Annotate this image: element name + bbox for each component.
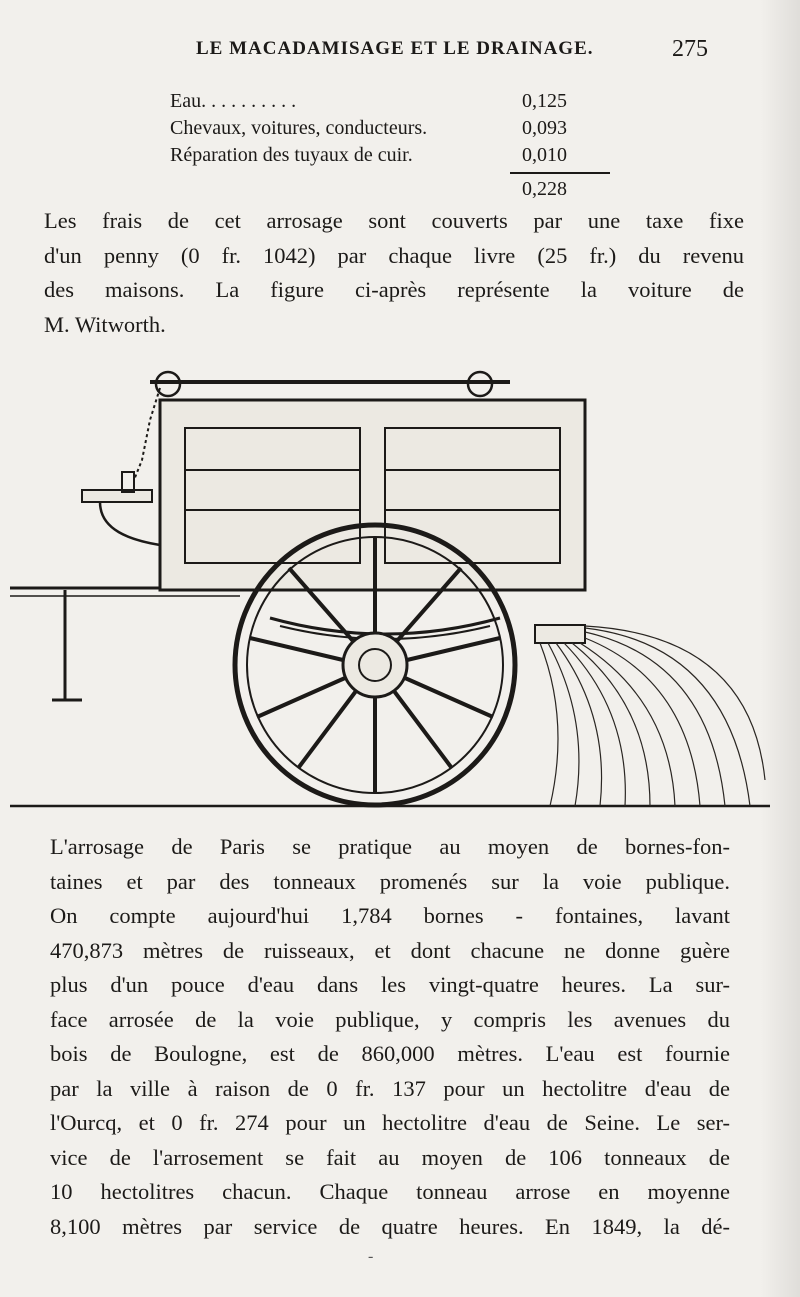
cost-value: 0,010 xyxy=(522,144,567,166)
sprinkler-bar xyxy=(535,625,585,643)
page-header xyxy=(0,38,800,68)
cost-label: Chevaux, voitures, conducteurs. xyxy=(170,117,428,139)
text-line: Les frais de cet arrosage sont couverts par une taxe fixe xyxy=(44,208,744,233)
text-line: 470,873 mètres de ruisseaux, et dont chacune ne donne guère xyxy=(50,937,730,963)
cost-value: 0,125 xyxy=(522,90,567,112)
text-line: par la ville à raison de 0 fr. 137 pour un hectolitre d'eau de xyxy=(50,1075,730,1101)
cost-label: Eau. . . . . . . . . . xyxy=(170,90,297,112)
running-title: LE MACADAMISAGE ET LE DRAINAGE. xyxy=(196,38,594,59)
footer-mark: - xyxy=(368,1248,374,1265)
text-line: On compte aujourd'hui 1,784 bornes - fontaines, lavant xyxy=(50,903,730,928)
cost-row xyxy=(170,144,590,171)
text-line: l'Ourcq, et 0 fr. 274 pour un hectolitre d'eau de Seine. Le ser- xyxy=(50,1110,730,1135)
text-line: bois de Boulogne, est de 860,000 mètres. L'eau est fournie xyxy=(50,1041,730,1066)
paragraph-arrosage-paris xyxy=(50,830,730,1244)
total-rule xyxy=(510,172,610,174)
text-line: 8,100 mètres par service de quatre heures. En 1849, la dé- xyxy=(50,1213,730,1239)
text-line: face arrosée de la voie publique, y compris les avenues du xyxy=(50,1006,730,1032)
text-line: L'arrosage de Paris se pratique au moyen de bornes-fon- xyxy=(50,834,730,859)
cost-label: Réparation des tuyaux de cuir. xyxy=(170,144,413,166)
text-line: d'un penny (0 fr. 1042) par chaque livre (25 fr.) du revenu xyxy=(44,242,744,268)
cost-table xyxy=(170,90,590,171)
cost-row xyxy=(170,90,590,117)
text-line: vice de l'arrosement se fait au moyen de 106 tonneaux de xyxy=(50,1144,730,1170)
cost-row xyxy=(170,117,590,144)
watering-cart-illustration xyxy=(10,360,770,815)
text-line: des maisons. La figure ci-après représente la voiture de xyxy=(44,277,744,302)
front-bracket xyxy=(82,490,152,502)
text-line: taines et par des tonneaux promenés sur la voie publique. xyxy=(50,868,730,894)
chain xyxy=(134,388,160,480)
text-line: M. Witworth. xyxy=(44,311,166,337)
page-number: 275 xyxy=(672,36,708,62)
text-line: 10 hectolitres chacun. Chaque tonneau arrose en moyenne xyxy=(50,1179,730,1204)
text-line: plus d'un pouce d'eau dans les vingt-quatre heures. La sur- xyxy=(50,972,730,997)
water-spray xyxy=(540,626,765,806)
cost-total: 0,228 xyxy=(522,178,567,200)
cost-value: 0,093 xyxy=(522,117,567,139)
paragraph-taxe xyxy=(44,204,744,342)
supply-hose xyxy=(100,502,160,545)
wheel-hub xyxy=(343,633,407,697)
